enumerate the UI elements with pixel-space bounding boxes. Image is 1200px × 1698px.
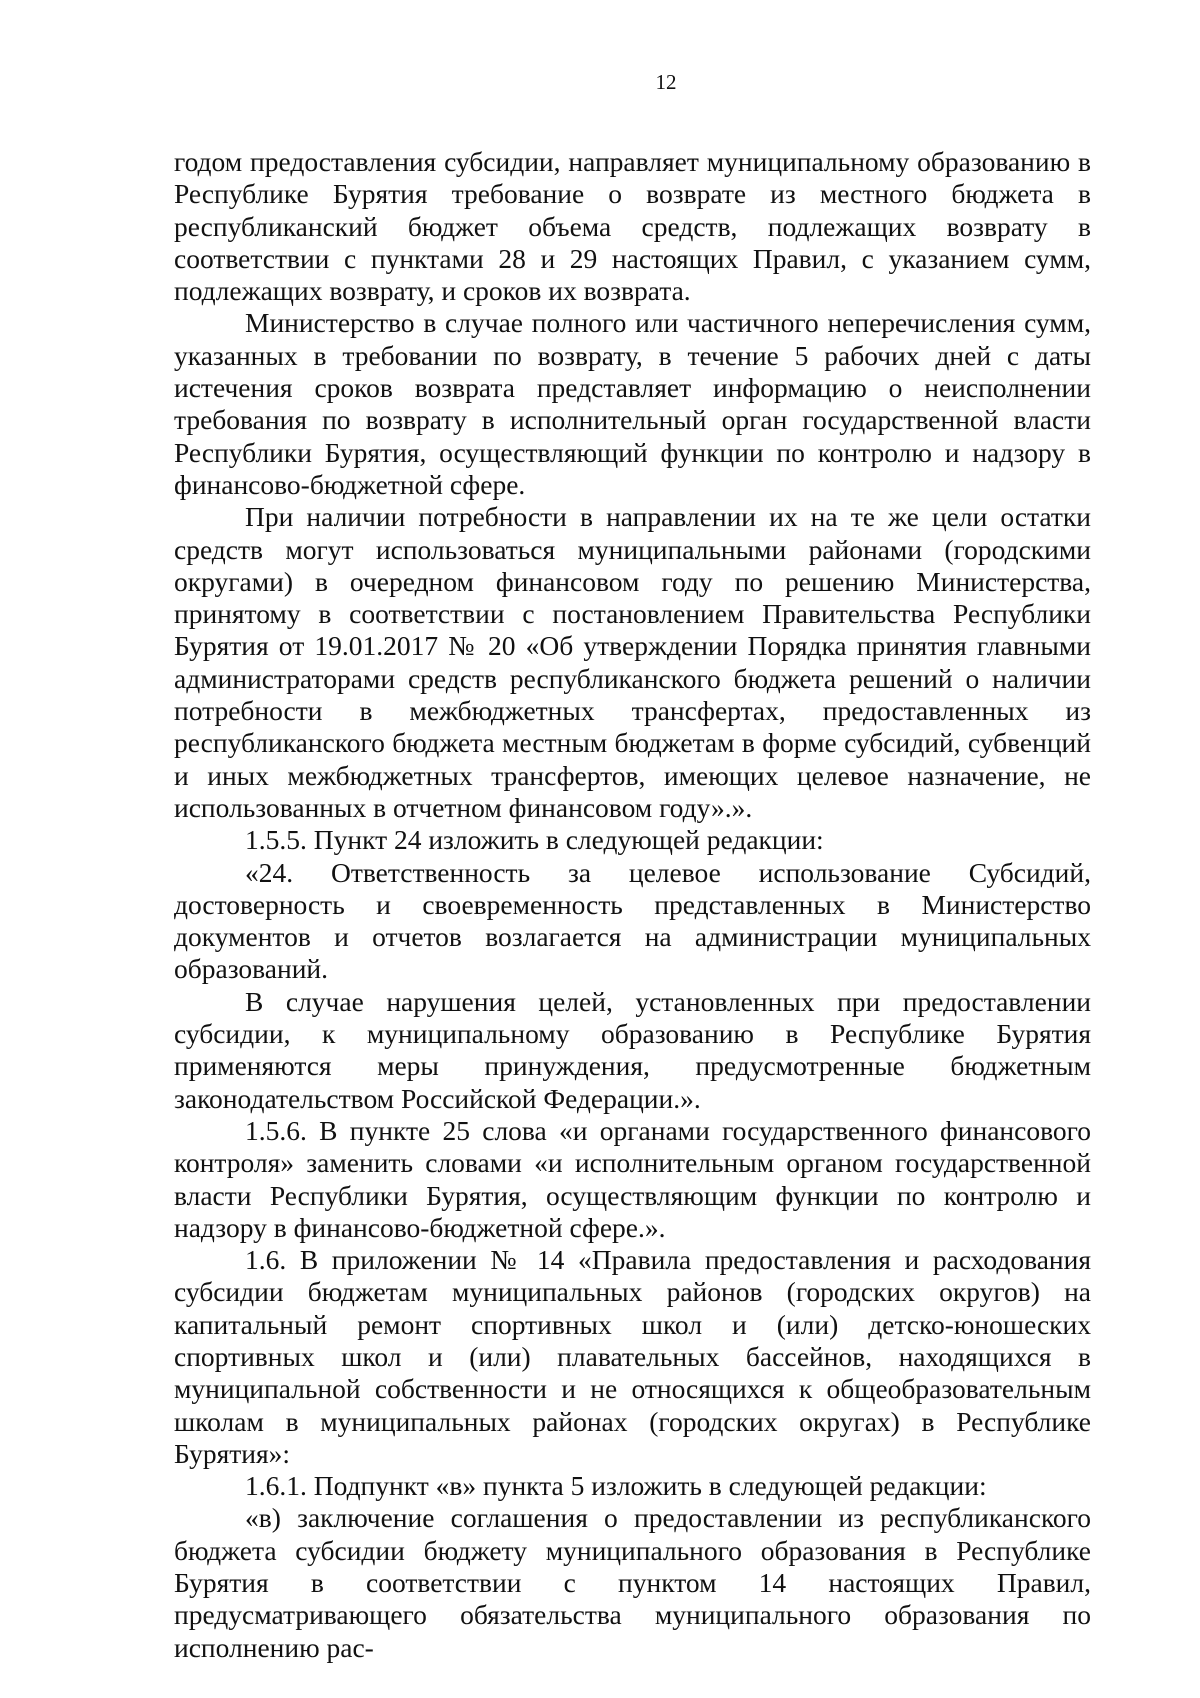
paragraph-remaining-funds: При наличии потребности в направлении их на те же цели остатки средств могут использоваться муниципальными районами (городскими округами) в очередном финансовом году по решению Министерства, принятому в соответствии с постановлением Правительства Республики Бурятия от 19.01.2017 № 20 «Об утверждении Порядка принятия главными администраторами средств республиканского бюджета решений о наличии потребности в межбюджетных трансфертах, предоставленных из республиканского бюджета местным бюджетам в форме субсидий, субвенций и иных межбюджетных трансфертов, имеющих целевое назначение, не использованных в отчетном финансовом году».». xyxy=(174,501,1091,823)
paragraph-violation-measures: В случае нарушения целей, установленных при предоставлении субсидии, к муниципальному образованию в Республике Бурятия применяются меры принуждения, предусмотренные бюджетным законодательством Российской Федерации.». xyxy=(174,985,1091,1114)
page-number: 12 xyxy=(655,70,677,94)
paragraph-item-24: «24. Ответственность за целевое использование Субсидий, достоверность и своевременность представленных в Министерство документов и отчетов возлагается на администрации муниципальных образований. xyxy=(174,856,1091,985)
paragraph-subitem-v: «в) заключение соглашения о предоставлении из республиканского бюджета субсидии бюджету муниципального образования в Республике Бурятия в соответствии с пунктом 14 настоящих Правил, предусматривающего обязательства муниципального образования по исполнению рас- xyxy=(174,1502,1091,1663)
paragraph-1-5-5: 1.5.5. Пункт 24 изложить в следующей редакции: xyxy=(245,824,824,856)
paragraph-return-requirement: годом предоставления субсидии, направляет муниципальному образованию в Республике Бурятия требование о возврате из местного бюджета в республиканский бюджет объема средств, подлежащих возврату в соответствии с пунктами 28 и 29 настоящих Правил, с указанием сумм, подлежащих возврату, и сроков их возврата. xyxy=(174,146,1091,307)
document-body xyxy=(174,146,1091,1664)
paragraph-ministry-nonpayment: Министерство в случае полного или частичного неперечисления сумм, указанных в требовании по возврату, в течение 5 рабочих дней с даты истечения сроков возврата представляет информацию о неисполнении требования по возврату в исполнительный орган государственной власти Республики Бурятия, осуществляющий функции по контролю и надзору в финансово-бюджетной сфере. xyxy=(174,307,1091,500)
paragraph-1-6-1: 1.6.1. Подпункт «в» пункта 5 изложить в следующей редакции: xyxy=(245,1470,987,1502)
paragraph-1-5-6: 1.5.6. В пункте 25 слова «и органами государственного финансового контроля» заменить словами «и исполнительным органом государственной власти Республики Бурятия, осуществляющим функции по контролю и надзору в финансово-бюджетной сфере.». xyxy=(174,1114,1091,1243)
paragraph-1-6: 1.6. В приложении № 14 «Правила предоставления и расходования субсидии бюджетам муниципальных районов (городских округов) на капитальный ремонт спортивных школ и (или) детско-юношеских спортивных школ и (или) плавательных бассейнов, находящихся в муниципальной собственности и не относящихся к общеобразовательным школам в муниципальных районах (городских округах) в Республике Бурятия»: xyxy=(174,1244,1091,1469)
